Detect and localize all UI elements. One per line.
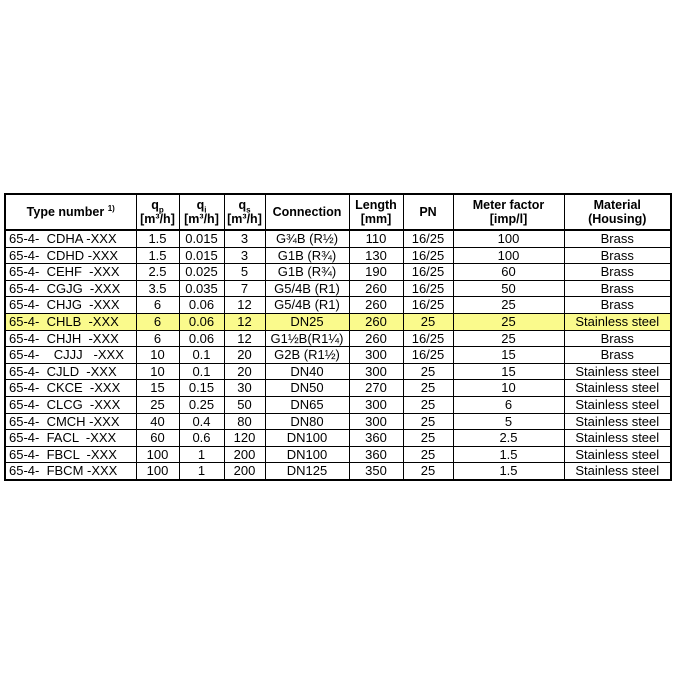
cell-length: 300 — [349, 396, 403, 413]
cell-connection: DN125 — [265, 463, 349, 480]
cell-length: 300 — [349, 413, 403, 430]
cell-material: Brass — [564, 330, 671, 347]
cell-pn: 16/25 — [403, 247, 453, 264]
cell-qp: 15 — [136, 380, 179, 397]
table-row — [5, 347, 671, 364]
cell-qi: 1 — [179, 446, 224, 463]
cell-meter-factor: 6 — [453, 396, 564, 413]
cell-qp: 6 — [136, 330, 179, 347]
cell-pn: 25 — [403, 313, 453, 330]
cell-meter-factor: 1.5 — [453, 463, 564, 480]
table-row — [5, 363, 671, 380]
cell-qp: 60 — [136, 430, 179, 447]
cell-type-number: 65-4- CMCH -XXX — [5, 413, 136, 430]
cell-qs: 200 — [224, 446, 265, 463]
cell-meter-factor: 25 — [453, 313, 564, 330]
cell-pn: 16/25 — [403, 280, 453, 297]
cell-pn: 25 — [403, 430, 453, 447]
cell-connection: G1B (R¾) — [265, 264, 349, 281]
cell-connection: G1½B(R1¼) — [265, 330, 349, 347]
cell-meter-factor: 5 — [453, 413, 564, 430]
cell-type-number: 65-4- CHJH -XXX — [5, 330, 136, 347]
cell-type-number: 65-4- CHLB -XXX — [5, 313, 136, 330]
cell-pn: 16/25 — [403, 297, 453, 314]
cell-pn: 16/25 — [403, 264, 453, 281]
cell-length: 350 — [349, 463, 403, 480]
cell-meter-factor: 2.5 — [453, 430, 564, 447]
cell-pn: 25 — [403, 413, 453, 430]
cell-material: Stainless steel — [564, 463, 671, 480]
cell-length: 260 — [349, 330, 403, 347]
cell-material: Stainless steel — [564, 380, 671, 397]
cell-pn: 25 — [403, 380, 453, 397]
cell-qi: 0.06 — [179, 297, 224, 314]
cell-qi: 0.25 — [179, 396, 224, 413]
cell-qp: 100 — [136, 446, 179, 463]
cell-pn: 25 — [403, 463, 453, 480]
cell-type-number: 65-4- CEHF -XXX — [5, 264, 136, 281]
cell-meter-factor: 100 — [453, 230, 564, 247]
cell-length: 360 — [349, 430, 403, 447]
cell-qs: 3 — [224, 247, 265, 264]
cell-qi: 1 — [179, 463, 224, 480]
cell-meter-factor: 25 — [453, 330, 564, 347]
cell-qs: 5 — [224, 264, 265, 281]
cell-meter-factor: 60 — [453, 264, 564, 281]
cell-material: Stainless steel — [564, 446, 671, 463]
cell-connection: G5/4B (R1) — [265, 280, 349, 297]
cell-length: 260 — [349, 313, 403, 330]
cell-qi: 0.1 — [179, 363, 224, 380]
cell-meter-factor: 1.5 — [453, 446, 564, 463]
cell-qs: 30 — [224, 380, 265, 397]
cell-qp: 6 — [136, 313, 179, 330]
cell-material: Brass — [564, 264, 671, 281]
cell-connection: DN65 — [265, 396, 349, 413]
cell-material: Brass — [564, 280, 671, 297]
cell-length: 190 — [349, 264, 403, 281]
cell-qp: 10 — [136, 347, 179, 364]
cell-material: Stainless steel — [564, 313, 671, 330]
table-row — [5, 380, 671, 397]
cell-qi: 0.035 — [179, 280, 224, 297]
cell-material: Stainless steel — [564, 363, 671, 380]
cell-material: Stainless steel — [564, 413, 671, 430]
cell-type-number: 65-4- CDHA -XXX — [5, 230, 136, 247]
meter-spec-table-container — [4, 193, 670, 481]
cell-material: Brass — [564, 347, 671, 364]
cell-qp: 100 — [136, 463, 179, 480]
cell-qi: 0.025 — [179, 264, 224, 281]
cell-qs: 120 — [224, 430, 265, 447]
cell-qp: 25 — [136, 396, 179, 413]
cell-qs: 12 — [224, 313, 265, 330]
cell-qs: 20 — [224, 347, 265, 364]
cell-length: 260 — [349, 280, 403, 297]
table-row — [5, 446, 671, 463]
cell-qs: 50 — [224, 396, 265, 413]
cell-connection: G1B (R¾) — [265, 247, 349, 264]
table-row — [5, 463, 671, 480]
cell-connection: DN80 — [265, 413, 349, 430]
table-row — [5, 297, 671, 314]
header-qi: $q_i$ [m³/h] — [179, 194, 224, 230]
header-type-number: Type number $^{1)}$ — [5, 194, 136, 230]
cell-qi: 0.15 — [179, 380, 224, 397]
cell-type-number: 65-4- CDHD -XXX — [5, 247, 136, 264]
cell-type-number: 65-4- CJLD -XXX — [5, 363, 136, 380]
cell-qs: 20 — [224, 363, 265, 380]
cell-material: Brass — [564, 230, 671, 247]
cell-type-number: 65-4- CLCG -XXX — [5, 396, 136, 413]
table-row — [5, 330, 671, 347]
cell-qs: 12 — [224, 297, 265, 314]
header-length: Length [mm] — [349, 194, 403, 230]
cell-qs: 80 — [224, 413, 265, 430]
cell-length: 260 — [349, 297, 403, 314]
cell-connection: G5/4B (R1) — [265, 297, 349, 314]
cell-connection: DN25 — [265, 313, 349, 330]
cell-material: Stainless steel — [564, 430, 671, 447]
cell-length: 360 — [349, 446, 403, 463]
cell-material: Stainless steel — [564, 396, 671, 413]
cell-pn: 16/25 — [403, 347, 453, 364]
cell-pn: 16/25 — [403, 330, 453, 347]
cell-pn: 16/25 — [403, 230, 453, 247]
cell-qp: 1.5 — [136, 247, 179, 264]
cell-type-number: 65-4- CJJJ -XXX — [5, 347, 136, 364]
header-qs: $q_s$ [m³/h] — [224, 194, 265, 230]
cell-length: 130 — [349, 247, 403, 264]
cell-qp: 1.5 — [136, 230, 179, 247]
cell-qp: 3.5 — [136, 280, 179, 297]
cell-pn: 25 — [403, 363, 453, 380]
cell-type-number: 65-4- FBCL -XXX — [5, 446, 136, 463]
header-qp: $q_p$ [m³/h] — [136, 194, 179, 230]
cell-qi: 0.06 — [179, 330, 224, 347]
cell-meter-factor: 100 — [453, 247, 564, 264]
cell-qs: 200 — [224, 463, 265, 480]
table-row — [5, 247, 671, 264]
cell-type-number: 65-4- FACL -XXX — [5, 430, 136, 447]
cell-qp: 40 — [136, 413, 179, 430]
header-pn: PN — [403, 194, 453, 230]
cell-material: Brass — [564, 247, 671, 264]
table-row — [5, 230, 671, 247]
cell-meter-factor: 15 — [453, 363, 564, 380]
cell-type-number: 65-4- CHJG -XXX — [5, 297, 136, 314]
cell-pn: 25 — [403, 446, 453, 463]
cell-connection: DN100 — [265, 430, 349, 447]
header-meter-factor: Meter factor [imp/l] — [453, 194, 564, 230]
cell-qi: 0.1 — [179, 347, 224, 364]
table-row — [5, 413, 671, 430]
table-row — [5, 396, 671, 413]
cell-qi: 0.015 — [179, 230, 224, 247]
header-material: Material (Housing) — [564, 194, 671, 230]
cell-meter-factor: 50 — [453, 280, 564, 297]
table-row — [5, 280, 671, 297]
cell-connection: DN100 — [265, 446, 349, 463]
cell-connection: G2B (R1½) — [265, 347, 349, 364]
cell-qs: 12 — [224, 330, 265, 347]
cell-qs: 7 — [224, 280, 265, 297]
cell-qp: 2.5 — [136, 264, 179, 281]
cell-meter-factor: 15 — [453, 347, 564, 364]
table-row — [5, 264, 671, 281]
cell-length: 300 — [349, 347, 403, 364]
cell-connection: DN50 — [265, 380, 349, 397]
meter-spec-table — [4, 193, 672, 481]
table-row — [5, 430, 671, 447]
cell-length: 110 — [349, 230, 403, 247]
cell-qi: 0.6 — [179, 430, 224, 447]
cell-type-number: 65-4- CKCE -XXX — [5, 380, 136, 397]
cell-qi: 0.06 — [179, 313, 224, 330]
cell-type-number: 65-4- FBCM -XXX — [5, 463, 136, 480]
cell-qs: 3 — [224, 230, 265, 247]
cell-qi: 0.015 — [179, 247, 224, 264]
header-connection: Connection — [265, 194, 349, 230]
cell-qi: 0.4 — [179, 413, 224, 430]
cell-meter-factor: 25 — [453, 297, 564, 314]
cell-connection: DN40 — [265, 363, 349, 380]
cell-material: Brass — [564, 297, 671, 314]
cell-connection: G¾B (R½) — [265, 230, 349, 247]
cell-type-number: 65-4- CGJG -XXX — [5, 280, 136, 297]
cell-meter-factor: 10 — [453, 380, 564, 397]
table-header-row — [5, 194, 671, 230]
cell-qp: 10 — [136, 363, 179, 380]
table-row-highlighted — [5, 313, 671, 330]
cell-length: 270 — [349, 380, 403, 397]
cell-qp: 6 — [136, 297, 179, 314]
cell-length: 300 — [349, 363, 403, 380]
cell-pn: 25 — [403, 396, 453, 413]
table-body — [5, 230, 671, 480]
